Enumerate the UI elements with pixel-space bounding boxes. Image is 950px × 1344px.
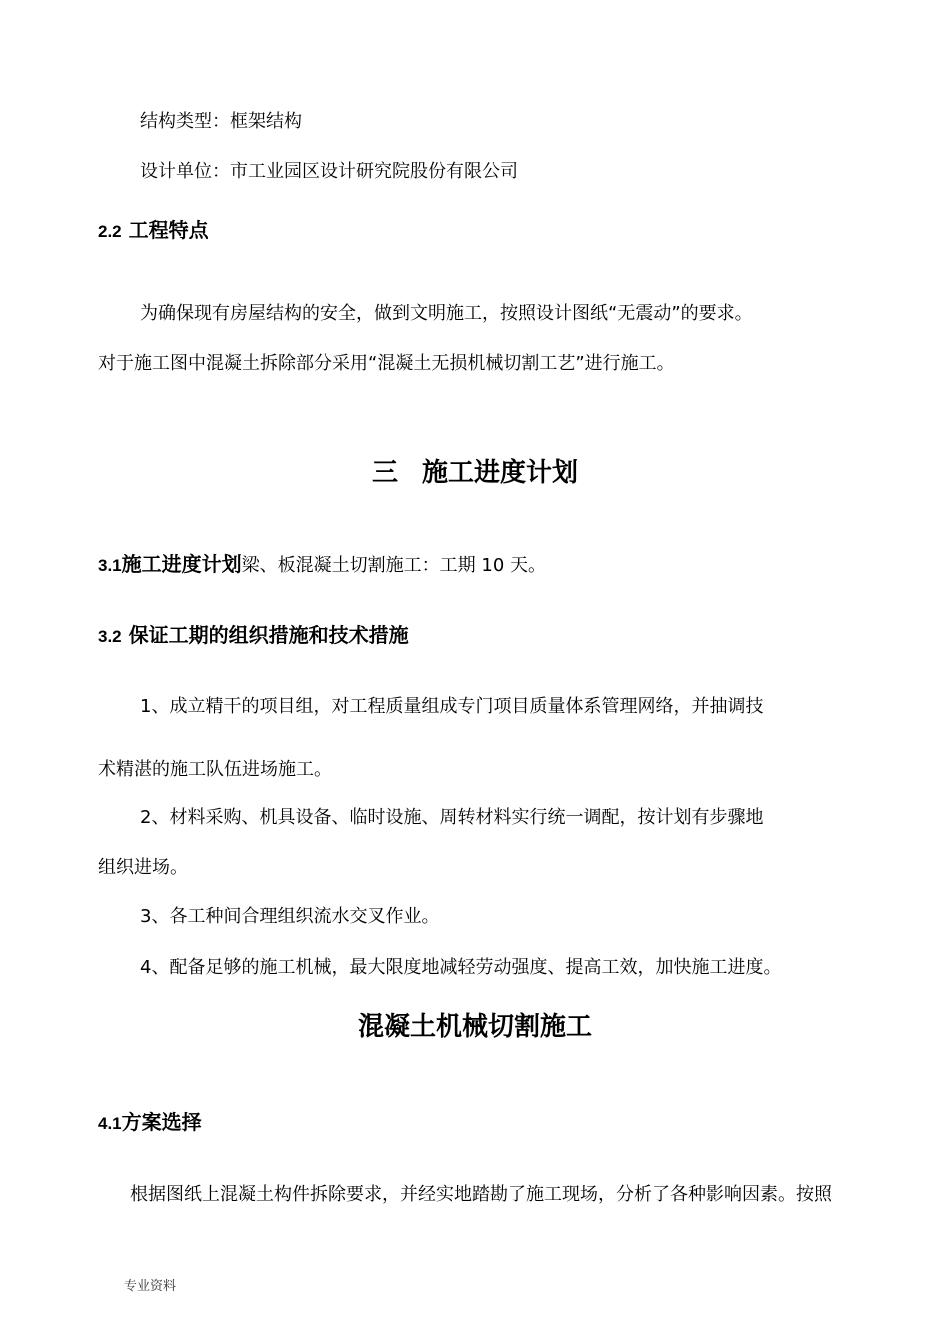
measure-2-line2: 组织进场。 [98, 857, 188, 878]
section-2-2-number: 2.2 [98, 222, 122, 241]
chapter-4-heading: 混凝土机械切割施工 [357, 1012, 592, 1042]
measure-3-line: 3、各工种间合理组织流水交叉作业。 [140, 906, 440, 927]
chapter-3-title: 施工进度计划 [422, 458, 579, 488]
measure-1-line2: 术精湛的施工队伍进场施工。 [98, 759, 332, 780]
measure-4-line: 4、配备足够的施工机械，最大限度地减轻劳动强度、提高工效，加快施工进度。 [140, 957, 782, 978]
section-2-2-title: 工程特点 [128, 218, 209, 242]
design-unit-line: 设计单位：市工业园区设计研究院股份有限公司 [140, 161, 518, 182]
section-2-2-para-line1: 为确保现有房屋结构的安全，做到文明施工，按照设计图纸“无震动”的要求。 [140, 303, 753, 324]
measure-1-line1: 1、成立精干的项目组，对工程质量组成专门项目质量体系管理网络，并抽调技 [140, 696, 764, 717]
section-3-2-title: 保证工期的组织措施和技术措施 [128, 623, 409, 647]
section-3-1-number: 3.1 [98, 556, 122, 575]
measure-2-line1: 2、材料采购、机具设备、临时设施、周转材料实行统一调配，按计划有步骤地 [140, 807, 764, 828]
section-3-2-heading [98, 622, 409, 650]
section-3-1-heading [98, 551, 546, 579]
section-3-1-text: 梁、板混凝土切割施工：工期 10 天。 [241, 555, 546, 576]
chapter-3-heading [0, 456, 950, 490]
page-footer: 专业资料 [124, 1279, 177, 1294]
section-3-2-number: 3.2 [98, 627, 122, 646]
chapter-3-number: 三 [371, 458, 398, 488]
section-3-1-title: 施工进度计划 [121, 552, 242, 576]
section-2-2-heading [98, 217, 209, 245]
structure-type-line: 结构类型：框架结构 [140, 111, 302, 132]
section-4-1-para-line1: 根据图纸上混凝土构件拆除要求，并经实地踏勘了施工现场，分析了各种影响因素。按照 [130, 1184, 832, 1205]
section-4-1-heading [98, 1109, 202, 1137]
section-4-1-number: 4.1 [98, 1114, 122, 1133]
section-4-1-title: 方案选择 [121, 1110, 202, 1134]
section-2-2-para-line2: 对于施工图中混凝土拆除部分采用“混凝土无损机械切割工艺”进行施工。 [98, 353, 675, 374]
